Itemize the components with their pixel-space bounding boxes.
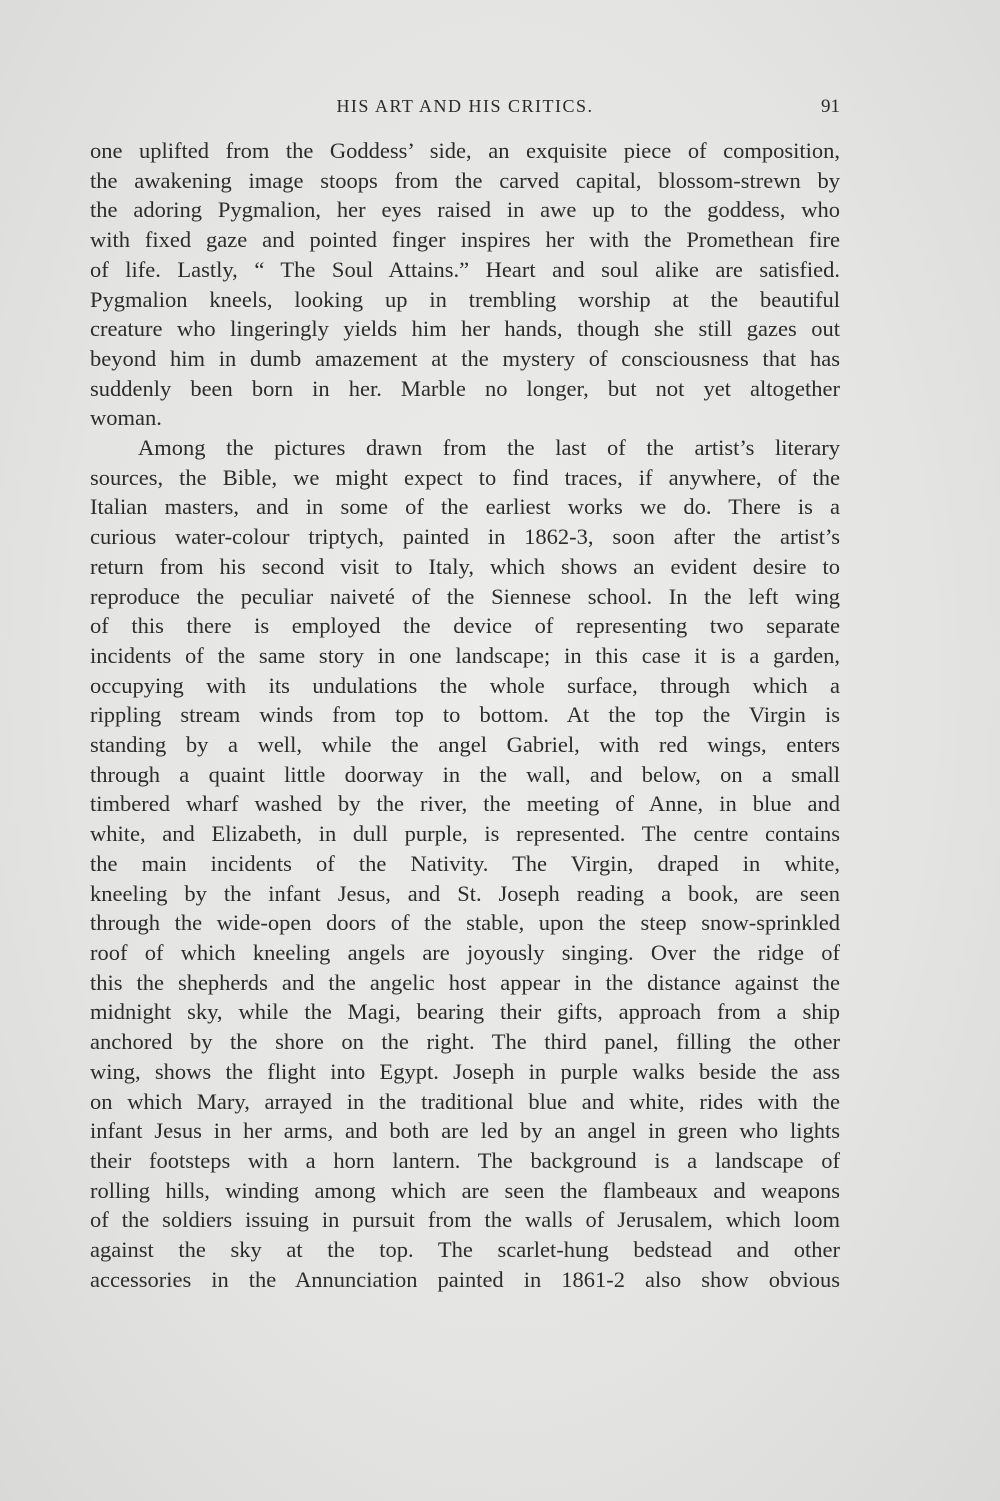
text-line: curious water-colour triptych, painted in 1862-3, soon after the artist’s xyxy=(90,524,840,550)
text-line: their footsteps with a horn lantern. The background is a landscape of xyxy=(90,1147,840,1173)
text-line: this the shepherds and the angelic host appear in the distance against the xyxy=(90,969,840,995)
text-line: standing by a well, while the angel Gabriel, with red wings, enters xyxy=(90,732,840,758)
text-line: white, and Elizabeth, in dull purple, is represented. The centre contains xyxy=(90,821,840,847)
text-line: rippling stream winds from top to bottom. At the top the Virgin is xyxy=(90,702,840,728)
text-line: midnight sky, while the Magi, bearing their gifts, approach from a ship xyxy=(90,999,840,1025)
text-line: wing, shows the flight into Egypt. Joseph in purple walks beside the ass xyxy=(90,1058,840,1084)
text-line: through a quaint little doorway in the wall, and below, on a small xyxy=(90,761,840,787)
text-line: incidents of the same story in one landscape; in this case it is a garden, xyxy=(90,642,840,668)
body-text xyxy=(90,136,840,1294)
text-line: Among the pictures drawn from the last of the artist’s literary xyxy=(138,435,840,461)
text-line: suddenly been born in her. Marble no longer, but not yet altogether xyxy=(90,375,840,401)
text-line: Pygmalion kneels, looking up in trembling worship at the beautiful xyxy=(90,286,840,312)
text-line: on which Mary, arrayed in the traditional blue and white, rides with the xyxy=(90,1088,840,1114)
paragraph-1 xyxy=(90,136,840,433)
text-line: one uplifted from the Goddess’ side, an exquisite piece of composition, xyxy=(90,138,840,163)
text-line: the main incidents of the Nativity. The Virgin, draped in white, xyxy=(90,850,840,876)
text-line: woman. xyxy=(90,405,162,431)
text-line: of life. Lastly, “ The Soul Attains.” Heart and soul alike are satisfied. xyxy=(90,256,840,282)
text-line: sources, the Bible, we might expect to find traces, if anywhere, of the xyxy=(90,464,840,490)
text-line: creature who lingeringly yields him her hands, though she still gazes out xyxy=(90,316,840,342)
text-line: kneeling by the infant Jesus, and St. Joseph reading a book, are seen xyxy=(90,880,840,906)
text-line: timbered wharf washed by the river, the meeting of Anne, in blue and xyxy=(90,791,840,817)
text-line: Italian masters, and in some of the earliest works we do. There is a xyxy=(90,494,840,520)
text-line: infant Jesus in her arms, and both are led by an angel in green who lights xyxy=(90,1118,840,1144)
text-line: return from his second visit to Italy, which shows an evident desire to xyxy=(90,553,840,579)
paragraph-2 xyxy=(90,433,840,1294)
page-number: 91 xyxy=(821,96,840,117)
text-line: rolling hills, winding among which are seen the flambeaux and weapons xyxy=(90,1177,840,1203)
text-line: through the wide-open doors of the stable, upon the steep snow-sprinkled xyxy=(90,910,840,936)
running-title: HIS ART AND HIS CRITICS. xyxy=(336,96,594,116)
text-line: accessories in the Annunciation painted in 1861-2 also show obvious xyxy=(90,1266,840,1292)
text-line: of this there is employed the device of representing two separate xyxy=(90,613,840,639)
text-line: occupying with its undulations the whole surface, through which a xyxy=(90,672,840,698)
text-line: beyond him in dumb amazement at the mystery of consciousness that has xyxy=(90,345,840,371)
text-line: the adoring Pygmalion, her eyes raised in awe up to the goddess, who xyxy=(90,197,840,223)
text-line: anchored by the shore on the right. The third panel, filling the other xyxy=(90,1029,840,1055)
text-line: of the soldiers issuing in pursuit from the walls of Jerusalem, which loom xyxy=(90,1207,840,1233)
text-line: roof of which kneeling angels are joyously singing. Over the ridge of xyxy=(90,939,840,965)
text-line: with fixed gaze and pointed finger inspires her with the Promethean fire xyxy=(90,227,840,253)
text-line: the awakening image stoops from the carved capital, blossom-strewn by xyxy=(90,167,840,193)
running-head xyxy=(90,96,840,120)
text-line: against the sky at the top. The scarlet-hung bedstead and other xyxy=(90,1237,840,1263)
text-line: reproduce the peculiar naiveté of the Siennese school. In the left wing xyxy=(90,583,840,609)
